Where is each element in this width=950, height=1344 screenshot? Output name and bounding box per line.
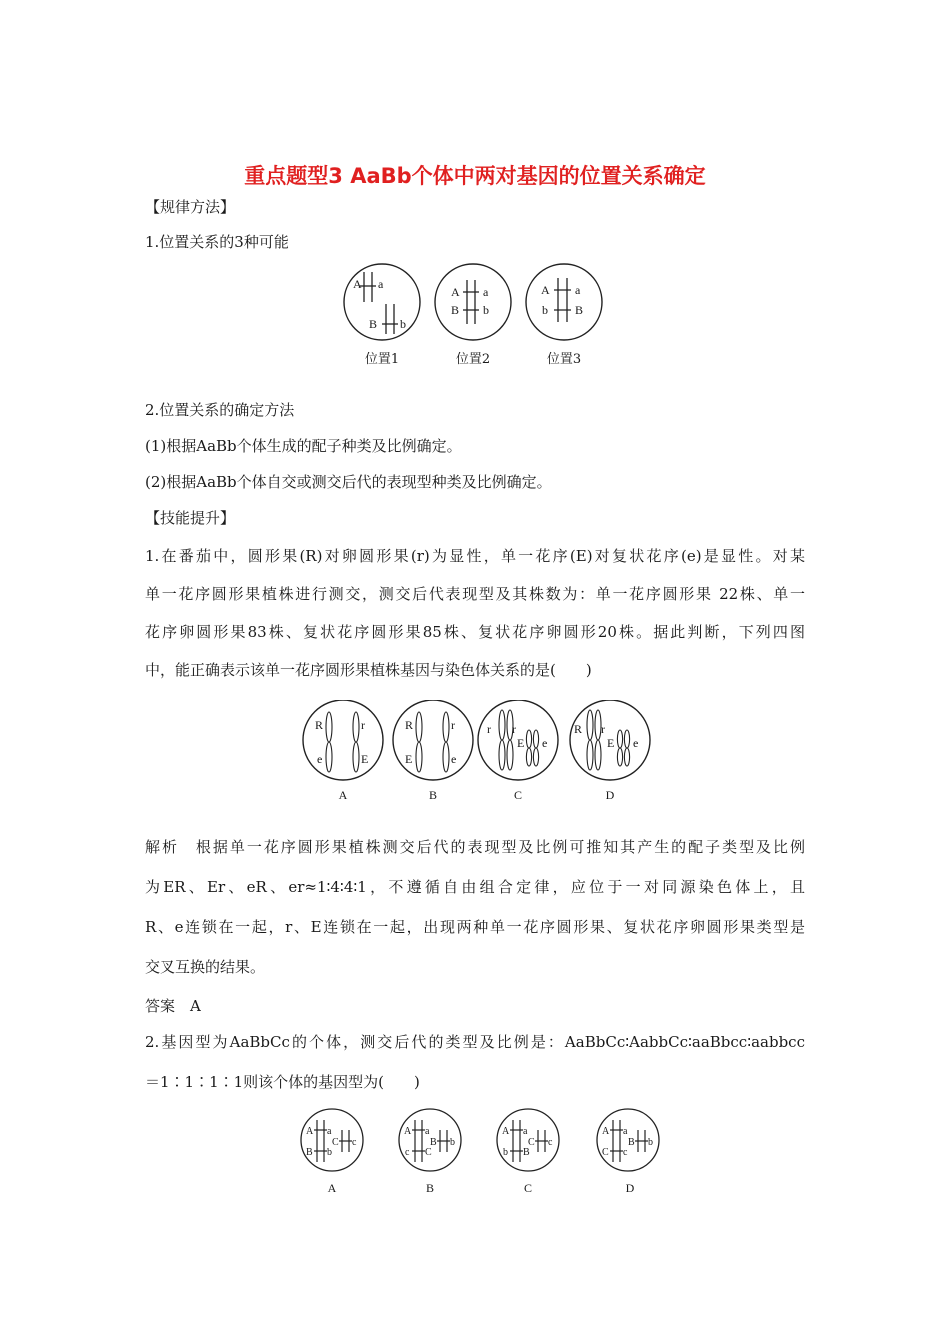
gene-label: A xyxy=(353,277,362,291)
gene-label: B xyxy=(430,1137,437,1148)
question-1-line: 1.在番茄中，圆形果(R)对卵圆形果(r)为显性，单一花序(E)对复状花序(e)是显性。对某 xyxy=(145,547,805,565)
gene-label: C xyxy=(425,1147,432,1158)
gene-label: C xyxy=(332,1137,339,1148)
position-2-diagram xyxy=(435,264,511,340)
question-1-line: 花序卵圆形果83株、复状花序圆形果85株、复状花序卵圆形20株。据此判断，下列四图 xyxy=(145,623,805,641)
gene-label: b xyxy=(503,1147,508,1158)
q1-option-c-diagram xyxy=(478,700,558,780)
gene-label: r xyxy=(512,722,516,736)
gene-label: b xyxy=(483,303,489,317)
gene-label: e xyxy=(542,736,548,750)
section-heading-method: 【规律方法】 xyxy=(145,198,236,216)
gene-label: c xyxy=(352,1137,357,1148)
gene-label: B xyxy=(451,303,460,317)
q1-option-d-diagram xyxy=(570,700,650,780)
gene-label: E xyxy=(405,752,413,766)
gene-label: A xyxy=(451,285,460,299)
gene-label: b xyxy=(400,317,406,331)
gene-label: r xyxy=(487,722,491,736)
gene-label: e xyxy=(451,752,457,766)
gene-label: A xyxy=(404,1126,412,1137)
analysis-line: 解析 根据单一花序圆形果植株测交后代的表现型及比例可推知其产生的配子类型及比例 xyxy=(145,838,805,856)
gene-label: B xyxy=(306,1147,313,1158)
gene-label: C xyxy=(602,1147,609,1158)
analysis-line: 为ER、Er、eR、er≈1∶4∶4∶1，不遵循自由组合定律，应位于一对同源染色体上，且 xyxy=(145,878,805,896)
q2-option-b-diagram xyxy=(399,1109,461,1171)
q2-option-a-diagram xyxy=(301,1109,363,1171)
gene-label: R xyxy=(405,718,414,732)
q2-option-c-diagram xyxy=(497,1109,559,1171)
question-1-line: 单一花序圆形果植株进行测交，测交后代表现型及其株数为：单一花序圆形果 22株、单一 xyxy=(145,585,805,603)
gene-label: e xyxy=(317,752,323,766)
gene-label: r xyxy=(361,718,365,732)
page-title: 重点题型3 AaBb个体中两对基因的位置关系确定 xyxy=(244,164,706,188)
gene-label: c xyxy=(405,1147,410,1158)
q2-option-d-diagram xyxy=(597,1109,659,1171)
q1-option-a-diagram xyxy=(303,700,383,780)
gene-label: c xyxy=(623,1147,628,1158)
gene-label: A xyxy=(541,283,550,297)
gene-label: E xyxy=(517,736,525,750)
gene-label: E xyxy=(607,736,615,750)
gene-label: A xyxy=(502,1126,510,1137)
gene-label: B xyxy=(369,317,378,331)
gene-label: B xyxy=(523,1147,530,1158)
position-1-diagram xyxy=(344,264,420,340)
position-1-caption: 位置1 xyxy=(364,352,400,367)
question-2-line: 2.基因型为AaBbCc的个体，测交后代的类型及比例是：AaBbCc∶AabbCc∶aaBbcc∶aabbcc xyxy=(145,1033,805,1051)
gene-label: b xyxy=(327,1147,332,1158)
item-2-heading: 2.位置关系的确定方法 xyxy=(145,401,295,419)
question-2-figures xyxy=(298,1108,668,1176)
q1-option-d-label: D xyxy=(605,788,615,802)
q2-option-a-label: A xyxy=(327,1181,337,1195)
gene-label: a xyxy=(378,277,384,291)
item-2a: (1)根据AaBb个体生成的配子种类及比例确定。 xyxy=(145,437,462,455)
gene-label: R xyxy=(574,722,583,736)
gene-label: a xyxy=(575,283,581,297)
gene-label: A xyxy=(306,1126,314,1137)
q1-option-c-label: C xyxy=(513,788,522,802)
gene-label: B xyxy=(575,303,584,317)
item-2b: (2)根据AaBb个体自交或测交后代的表现型种类及比例确定。 xyxy=(145,473,552,491)
gene-label: C xyxy=(528,1137,535,1148)
gene-label: E xyxy=(361,752,369,766)
gene-label: r xyxy=(451,718,455,732)
section-heading-skill: 【技能提升】 xyxy=(145,509,236,527)
gene-label: a xyxy=(483,285,489,299)
gene-label: A xyxy=(602,1126,610,1137)
q2-option-b-label: B xyxy=(425,1181,434,1195)
item-1-heading: 1.位置关系的3种可能 xyxy=(145,233,289,251)
gene-label: a xyxy=(623,1126,628,1137)
q1-option-b-diagram xyxy=(393,700,473,780)
q1-option-a-label: A xyxy=(338,788,348,802)
gene-label: b xyxy=(648,1137,653,1148)
q2-option-c-label: C xyxy=(523,1181,532,1195)
gene-label: a xyxy=(425,1126,430,1137)
position-3-diagram xyxy=(526,264,602,340)
q2-option-d-label: D xyxy=(625,1181,635,1195)
gene-label: a xyxy=(327,1126,332,1137)
gene-label: r xyxy=(601,722,605,736)
question-2-line: ＝1∶1∶1∶1则该个体的基因型为( ) xyxy=(145,1073,420,1091)
position-3-caption: 位置3 xyxy=(546,352,582,367)
gene-label: B xyxy=(628,1137,635,1148)
gene-label: b xyxy=(542,303,548,317)
analysis-line: R、e连锁在一起，r、E连锁在一起，出现两种单一花序圆形果、复状花序卵圆形果类型是 xyxy=(145,918,805,936)
question-1-line: 中，能正确表示该单一花序圆形果植株基因与染色体关系的是( ) xyxy=(145,661,592,679)
gene-label: c xyxy=(548,1137,553,1148)
answer-text: 答案 A xyxy=(145,997,201,1015)
analysis-line: 交叉互换的结果。 xyxy=(145,958,266,976)
question-1-figures xyxy=(298,700,658,785)
position-2-caption: 位置2 xyxy=(455,352,491,367)
gene-label: a xyxy=(523,1126,528,1137)
gene-label: e xyxy=(633,736,639,750)
q1-option-b-label: B xyxy=(428,788,437,802)
gene-label: R xyxy=(315,718,324,732)
gene-label: b xyxy=(450,1137,455,1148)
